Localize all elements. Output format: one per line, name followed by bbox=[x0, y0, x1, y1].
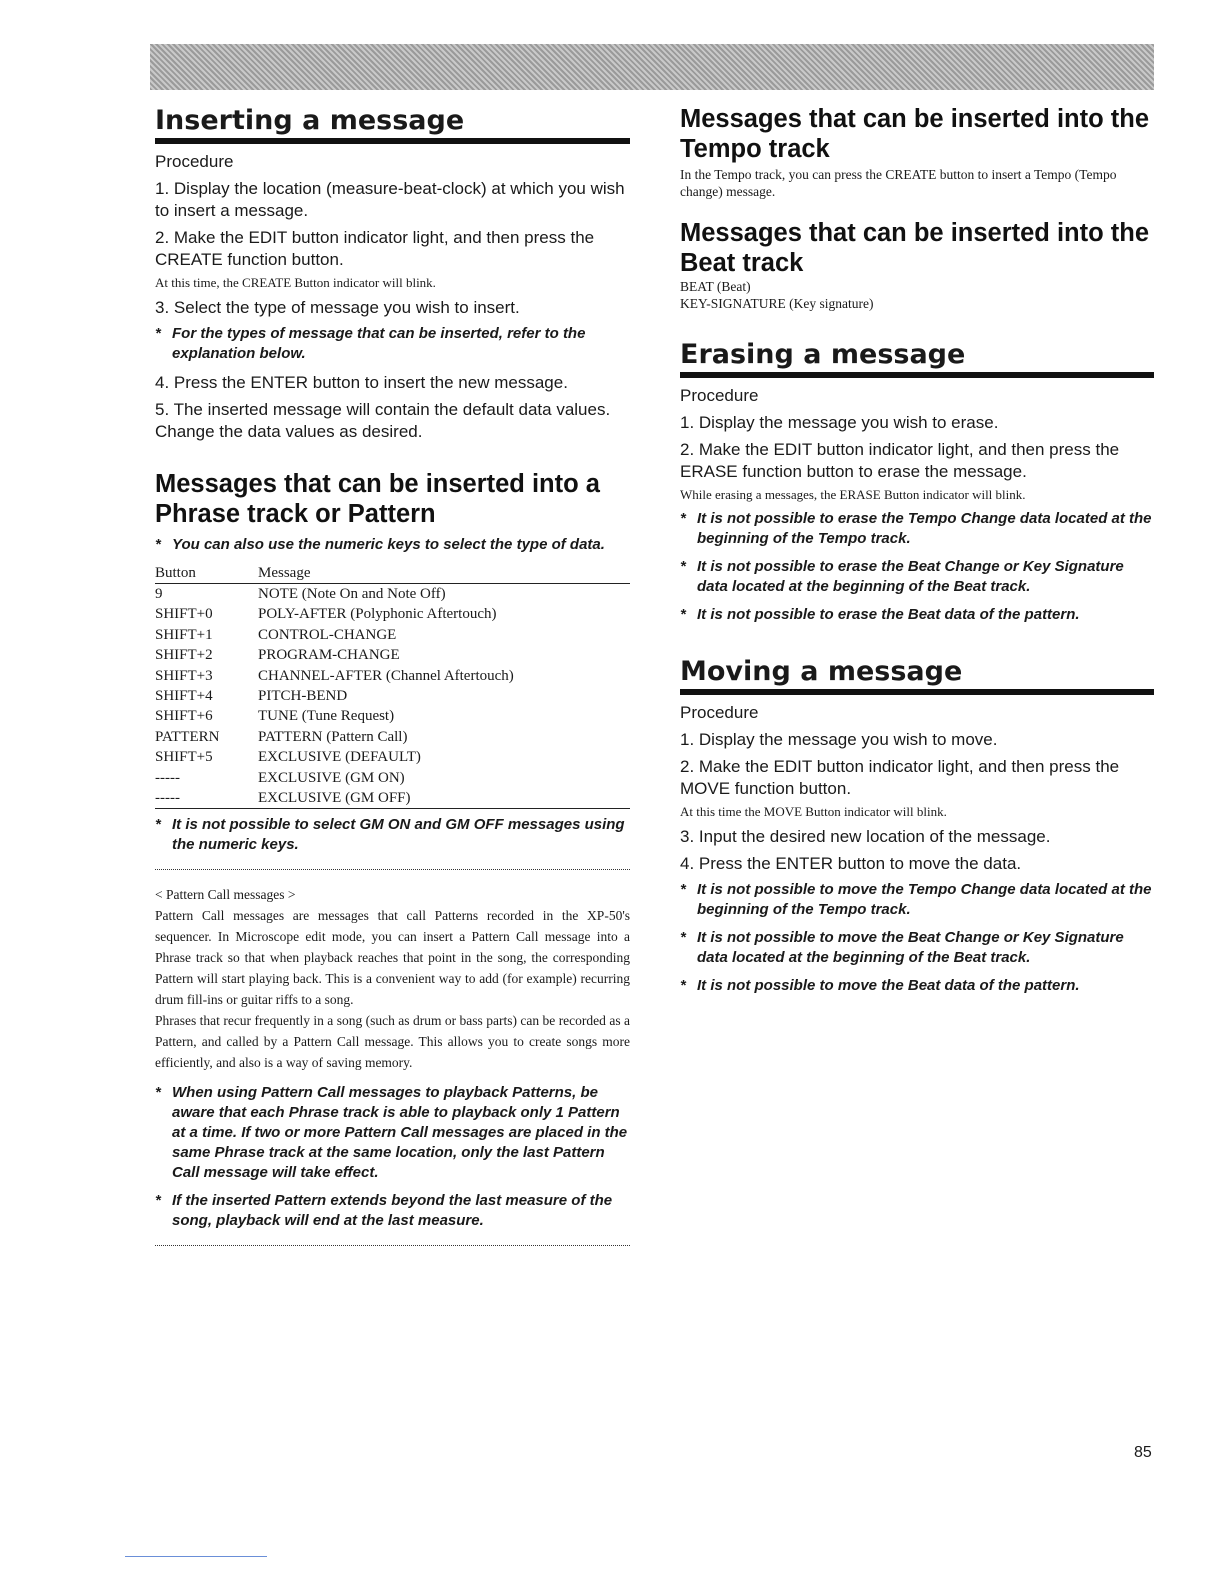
divider bbox=[155, 1245, 630, 1246]
table-row bbox=[155, 604, 630, 624]
note: * When using Pattern Call messages to playback Patterns, be aware that each Phrase track is able to playback only 1 Pattern at a time. If two or more Pattern Call messages are placed in the same Phrase track at the same location, only the last Pattern Call message will take effect. bbox=[155, 1084, 628, 1182]
pattern-call-paragraph: Pattern Call messages are messages that call Patterns recorded in the XP-50's sequencer. In Microscope edit mode, you can insert a Pattern Call message into a Phrase track so that when playback reaches that point in the song, the corresponding Pattern will start playing back. This is a convenient way to add (for example) recurring drum fill-ins or guitar riffs to a song. bbox=[155, 908, 630, 1008]
table-cell-button: PATTERN bbox=[155, 728, 220, 745]
procedure-label: Procedure bbox=[155, 152, 234, 171]
note: * If the inserted Pattern extends beyond the last measure of the song, playback will end at the last measure. bbox=[155, 1192, 613, 1230]
table-cell-button: SHIFT+5 bbox=[155, 749, 213, 766]
section-rule bbox=[155, 138, 630, 144]
table-row bbox=[155, 706, 630, 726]
footer-line bbox=[125, 1556, 267, 1557]
table-row bbox=[155, 686, 630, 706]
note: * It is not possible to erase the Beat data of the pattern. bbox=[680, 606, 1080, 623]
step: 3. Input the desired new location of the message. bbox=[680, 827, 1051, 846]
subsection-title-tempo: Messages that can be inserted into the Tempo track bbox=[680, 105, 1150, 163]
table-cell-message: NOTE (Note On and Note Off) bbox=[258, 586, 446, 602]
note: * It is not possible to select GM ON and GM OFF messages using the numeric keys. bbox=[155, 816, 625, 854]
right-column bbox=[680, 104, 1154, 1004]
procedure-label: Procedure bbox=[680, 703, 759, 722]
note: * It is not possible to move the Beat Change or Key Signature data located at the beginning of the Beat track. bbox=[680, 929, 1124, 966]
step-remark: At this time the MOVE Button indicator will blink. bbox=[680, 804, 947, 819]
table-cell-button: SHIFT+1 bbox=[155, 626, 213, 643]
step: 3. Select the type of message you wish to insert. bbox=[155, 298, 520, 317]
step: 1. Display the location (measure-beat-clock) at which you wish to insert a message. bbox=[155, 179, 625, 220]
step-remark: At this time, the CREATE Button indicator will blink. bbox=[155, 275, 436, 290]
table-cell-message: EXCLUSIVE (GM OFF) bbox=[258, 788, 630, 809]
procedure-label: Procedure bbox=[680, 386, 759, 405]
note: * For the types of message that can be inserted, refer to the explanation below. bbox=[155, 325, 586, 362]
page-number: 85 bbox=[1134, 1444, 1152, 1461]
table-row bbox=[155, 645, 630, 665]
note: * It is not possible to move the Beat data of the pattern. bbox=[680, 977, 1080, 994]
table-cell-button: SHIFT+4 bbox=[155, 688, 213, 705]
step: 2. Make the EDIT button indicator light, and then press the CREATE function button. bbox=[155, 228, 595, 269]
section-title-inserting: Inserting a message bbox=[155, 105, 465, 136]
step-remark: While erasing a messages, the ERASE Button indicator will blink. bbox=[680, 487, 1026, 502]
section-title-erasing: Erasing a message bbox=[680, 339, 966, 370]
table-header-message: Message bbox=[258, 563, 630, 584]
table-cell-button: SHIFT+3 bbox=[155, 667, 213, 684]
section-title-moving: Moving a message bbox=[680, 656, 963, 687]
step: 4. Press the ENTER button to insert the new message. bbox=[155, 373, 568, 392]
subsection-title-beat: Messages that can be inserted into the Beat track bbox=[680, 219, 1150, 277]
header-banner bbox=[150, 44, 1154, 90]
left-column bbox=[155, 104, 630, 1260]
table-row bbox=[155, 727, 630, 747]
beat-item: KEY-SIGNATURE (Key signature) bbox=[680, 296, 874, 311]
table-cell-button: ----- bbox=[155, 788, 258, 809]
table-cell-message: CONTROL-CHANGE bbox=[258, 626, 397, 643]
step: 2. Make the EDIT button indicator light, and then press the ERASE function button to erase the message. bbox=[680, 440, 1120, 481]
table-cell-message: PATTERN (Pattern Call) bbox=[258, 728, 408, 745]
table-row bbox=[155, 625, 630, 645]
note: * It is not possible to move the Tempo Change data located at the beginning of the Tempo track. bbox=[680, 881, 1152, 918]
table-cell-message: PITCH-BEND bbox=[258, 688, 348, 705]
step: 2. Make the EDIT button indicator light, and then press the MOVE function button. bbox=[680, 757, 1120, 798]
table-cell-message: CHANNEL-AFTER (Channel Aftertouch) bbox=[258, 667, 514, 684]
table-cell-button: ----- bbox=[155, 769, 180, 786]
note: * It is not possible to erase the Beat Change or Key Signature data located at the beginning of the Beat track. bbox=[680, 558, 1124, 595]
table-cell-message: EXCLUSIVE (GM ON) bbox=[258, 769, 405, 786]
pattern-call-heading: < Pattern Call messages > bbox=[155, 887, 296, 903]
step: 4. Press the ENTER button to move the data. bbox=[680, 854, 1022, 873]
section-rule bbox=[680, 689, 1154, 695]
note: * You can also use the numeric keys to select the type of data. bbox=[155, 536, 605, 553]
step: 5. The inserted message will contain the default data values. Change the data values as desired. bbox=[155, 400, 611, 441]
subsection-title-phrase: Messages that can be inserted into a Phrase track or Pattern bbox=[155, 470, 600, 528]
table-row bbox=[155, 666, 630, 686]
table-cell-button: SHIFT+0 bbox=[155, 606, 213, 623]
step: 1. Display the message you wish to move. bbox=[680, 730, 998, 749]
beat-item: BEAT (Beat) bbox=[680, 279, 751, 294]
table-row bbox=[155, 747, 630, 767]
table-cell-message: PROGRAM-CHANGE bbox=[258, 647, 400, 664]
table-cell-button: SHIFT+6 bbox=[155, 708, 213, 725]
note: * It is not possible to erase the Tempo Change data located at the beginning of the Tempo track. bbox=[680, 510, 1152, 547]
table-cell-button: SHIFT+2 bbox=[155, 647, 213, 664]
message-table bbox=[155, 563, 630, 809]
table-cell-message: POLY-AFTER (Polyphonic Aftertouch) bbox=[258, 606, 497, 623]
table-cell-button: 9 bbox=[155, 586, 163, 602]
table-cell-message: TUNE (Tune Request) bbox=[258, 708, 395, 725]
table-row bbox=[155, 768, 630, 788]
step: 1. Display the message you wish to erase. bbox=[680, 413, 999, 432]
table-cell-message: EXCLUSIVE (DEFAULT) bbox=[258, 749, 421, 766]
table-row bbox=[155, 584, 630, 605]
pattern-call-paragraph: Phrases that recur frequently in a song (such as drum or bass parts) can be recorded as a Pattern, and called by a Pattern Call message. This allows you to create songs more efficiently, and also is a way of saving memory. bbox=[155, 1013, 630, 1071]
divider bbox=[155, 869, 630, 870]
table-row bbox=[155, 788, 630, 809]
section-rule bbox=[680, 372, 1154, 378]
tempo-text: In the Tempo track, you can press the CREATE button to insert a Tempo (Tempo change) message. bbox=[680, 167, 1117, 199]
table-header-button: Button bbox=[155, 563, 258, 584]
